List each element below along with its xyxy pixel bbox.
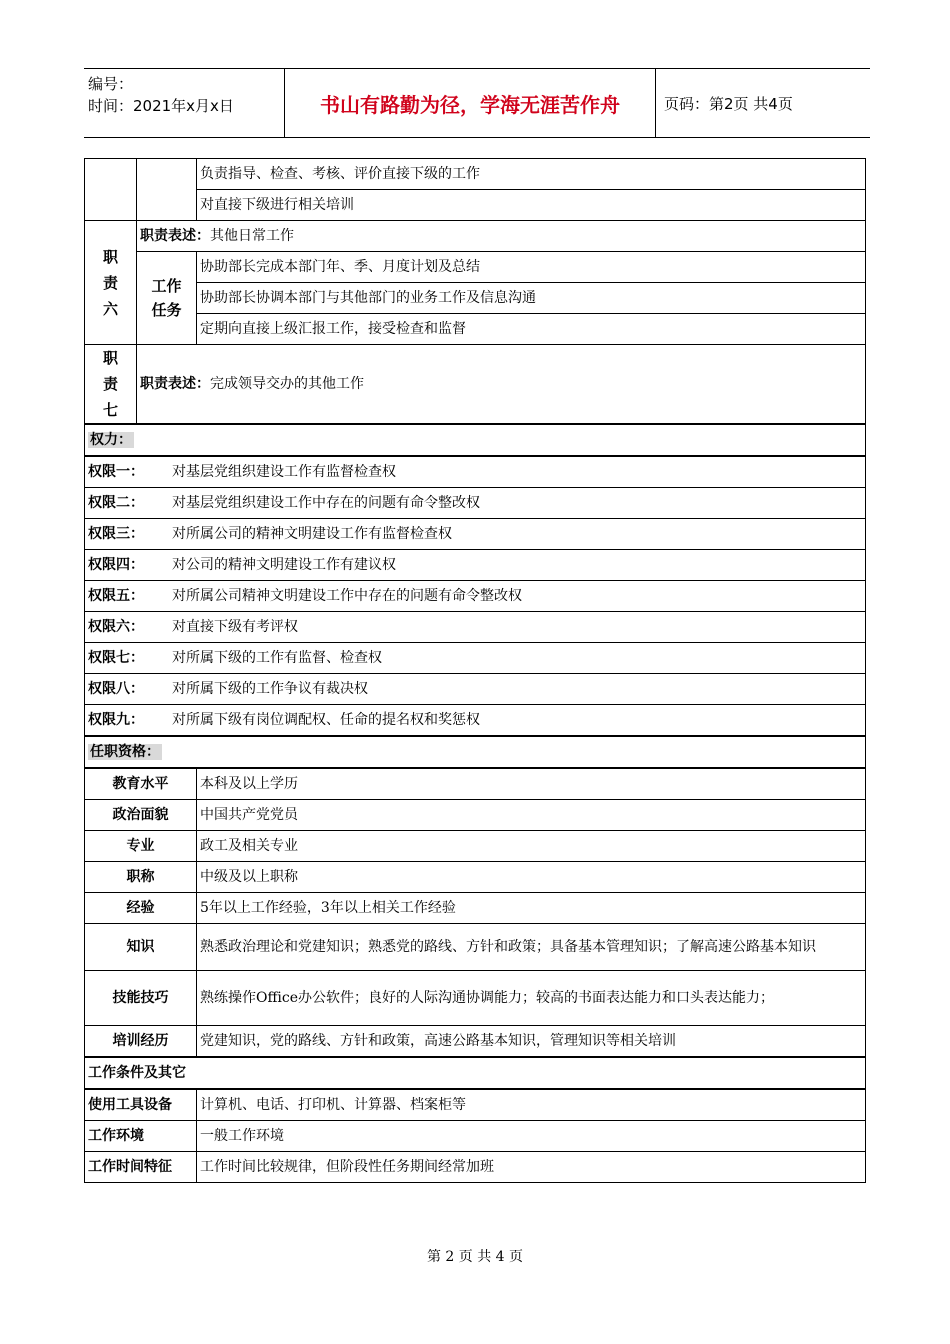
time-label: 时间：2021年x月x日 [88,97,234,115]
task-item: 协助部长完成本部门年、季、月度计划及总结 [197,252,866,283]
task-item: 协助部长协调本部门与其他部门的业务工作及信息沟通 [197,283,866,314]
qualification-text: 熟悉政治理论和党建知识；熟悉党的路线、方针和政策；具备基本管理知识；了解高速公路基本知识 [197,924,866,971]
section-header-powers [85,424,866,456]
permission-label: 权限六： [88,619,144,635]
job-description-table [84,158,866,1183]
table-row [85,674,866,705]
task-item: 定期向直接上级汇报工作，接受检查和监督 [197,314,866,345]
qualification-text: 熟练操作Office办公软件；良好的人际沟通协调能力；较高的书面表达能力和口头表达能力； [197,971,866,1026]
permission-text: 对所属下级的工作有监督、检查权 [172,650,382,666]
permission-text: 对基层党组织建设工作有监督检查权 [172,464,396,480]
table-row [85,924,866,971]
duty6-desc: 职责表述：其他日常工作 [137,221,866,252]
duty-cont-task-label-cell [137,159,197,221]
qualification-label: 培训经历 [85,1026,197,1058]
header-meta [88,73,284,117]
table-row [85,550,866,581]
table-row [85,252,866,283]
qualification-label: 政治面貌 [85,800,197,831]
condition-label: 使用工具设备 [85,1089,197,1121]
qualification-label: 技能技巧 [85,971,197,1026]
permission-label: 权限八： [88,681,144,697]
permission-label: 权限五： [88,588,144,604]
qualification-label: 知识 [85,924,197,971]
permission-text: 对基层党组织建设工作中存在的问题有命令整改权 [172,495,480,511]
qualification-text: 中级及以上职称 [197,862,866,893]
task-item: 对直接下级进行相关培训 [197,190,866,221]
section-header-conditions [85,1057,866,1089]
page-header [84,68,870,138]
page-footer: 第 2 页 共 4 页 [426,1249,524,1265]
table-row [85,862,866,893]
header-page-label: 页码：第2页 共4页 [664,94,793,113]
condition-label: 工作时间特征 [85,1152,197,1183]
table-row [85,1152,866,1183]
header-motto: 书山有路勤为径，学海无涯苦作舟 [284,69,656,137]
task-item: 负责指导、检查、考核、评价直接下级的工作 [197,159,866,190]
condition-text: 工作时间比较规律，但阶段性任务期间经常加班 [197,1152,866,1183]
table-row [85,190,866,221]
table-row [85,159,866,190]
duty7-label: 职责七 [85,345,137,425]
table-row [85,283,866,314]
permission-text: 对所属下级有岗位调配权、任命的提名权和奖惩权 [172,712,480,728]
qualification-label: 专业 [85,831,197,862]
table-row [85,456,866,488]
duty6-task-label: 工作任务 [137,252,197,345]
condition-text: 一般工作环境 [197,1121,866,1152]
permission-label: 权限七： [88,650,144,666]
qualification-text: 党建知识，党的路线、方针和政策，高速公路基本知识，管理知识等相关培训 [197,1026,866,1058]
table-row [85,1089,866,1121]
table-row [85,831,866,862]
duty-cont-label-cell [85,159,137,221]
permission-label: 权限九： [88,712,144,728]
table-row [85,345,866,425]
duty6-label: 职责六 [85,221,137,345]
permission-label: 权限四： [88,557,144,573]
table-row [85,1121,866,1152]
permission-label: 权限三： [88,526,144,542]
permission-label: 权限一： [88,464,144,480]
table-row [85,221,866,252]
qualification-label: 教育水平 [85,768,197,800]
number-label: 编号： [88,75,134,93]
table-row [85,1026,866,1058]
permission-text: 对所属下级的工作争议有裁决权 [172,681,368,697]
qualification-text: 中国共产党党员 [197,800,866,831]
table-row [85,612,866,643]
permission-text: 对所属公司精神文明建设工作中存在的问题有命令整改权 [172,588,522,604]
table-row [85,314,866,345]
table-row [85,643,866,674]
qualification-text: 5年以上工作经验，3年以上相关工作经验 [197,893,866,924]
permission-text: 对直接下级有考评权 [172,619,298,635]
qualification-label: 经验 [85,893,197,924]
permission-text: 对公司的精神文明建设工作有建议权 [172,557,396,573]
qualification-text: 本科及以上学历 [197,768,866,800]
table-row [85,971,866,1026]
table-row [85,893,866,924]
table-row [85,800,866,831]
permission-label: 权限二： [88,495,144,511]
qualification-text: 政工及相关专业 [197,831,866,862]
section-title: 工作条件及其它 [88,1065,186,1081]
qualification-label: 职称 [85,862,197,893]
table-row [85,488,866,519]
table-row [85,519,866,550]
table-row [85,768,866,800]
table-row [85,705,866,737]
permission-text: 对所属公司的精神文明建设工作有监督检查权 [172,526,452,542]
section-title: 权力： [90,432,132,448]
duty7-desc: 职责表述：完成领导交办的其他工作 [137,345,866,425]
table-row [85,581,866,612]
condition-text: 计算机、电话、打印机、计算器、档案柜等 [197,1089,866,1121]
section-header-qualifications [85,736,866,768]
section-title: 任职资格： [90,744,160,760]
condition-label: 工作环境 [85,1121,197,1152]
